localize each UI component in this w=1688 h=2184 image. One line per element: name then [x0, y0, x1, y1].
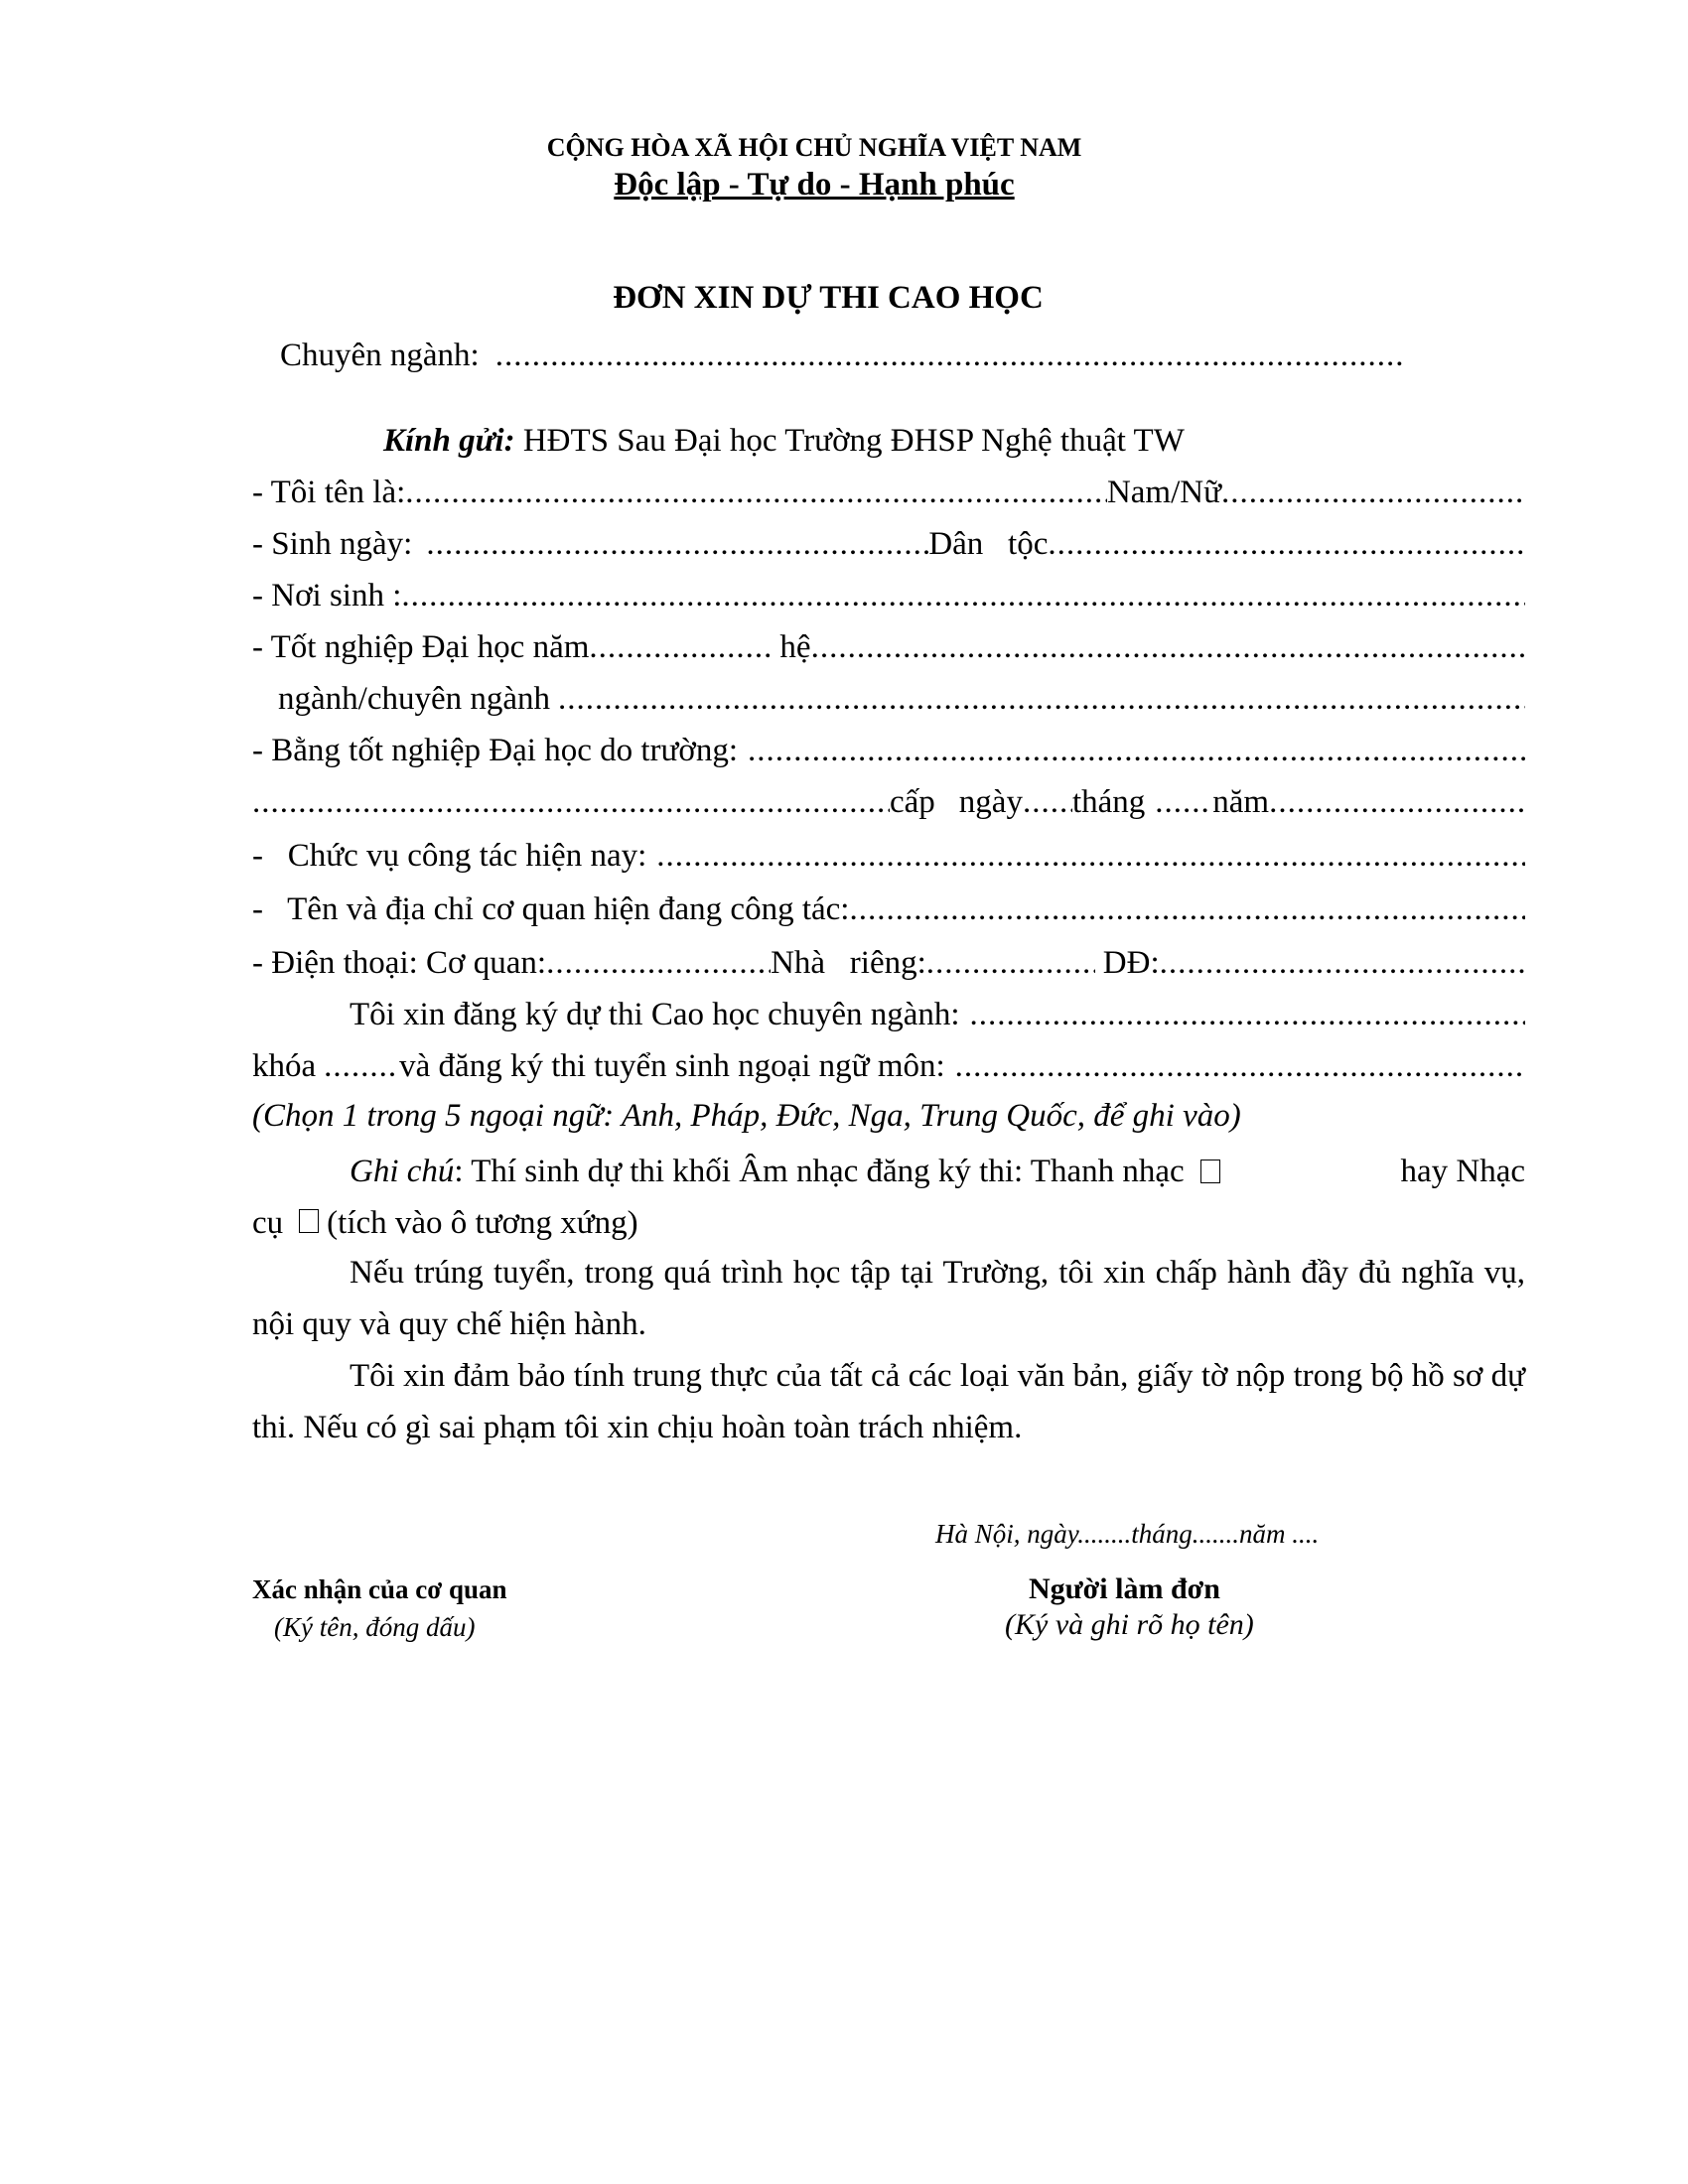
day-input[interactable] — [1023, 784, 1072, 821]
degree-school-line — [252, 733, 1525, 772]
language-label: và đăng ký thi tuyển sinh ngoại ngữ môn: — [399, 1048, 945, 1084]
language-note: (Chọn 1 trong 5 ngoại ngữ: Anh, Pháp, Đức, Nga, Trung Quốc, để ghi vào) — [252, 1098, 1241, 1134]
grad-mode-label: hệ — [779, 629, 811, 665]
form-title: ĐƠN XIN DỰ THI CAO HỌC — [613, 280, 1044, 316]
birthplace-label: - Nơi sinh : — [252, 578, 402, 614]
date-line: Hà Nội, ngày........tháng.......năm .... — [935, 1519, 1320, 1549]
issued-label: cấp — [890, 784, 935, 820]
phone-mobile-label: DĐ: — [1102, 945, 1160, 981]
gender-input[interactable] — [1221, 475, 1525, 511]
addressee-line — [383, 425, 1185, 458]
grad-year-input[interactable] — [589, 629, 770, 666]
ethnicity-input[interactable] — [1048, 526, 1525, 563]
graduation-line — [252, 629, 1525, 669]
note-line-2 — [252, 1205, 1525, 1245]
birthplace-input[interactable] — [401, 578, 1525, 614]
instrument-checkbox[interactable] — [299, 1209, 319, 1233]
month-input[interactable] — [1155, 784, 1212, 821]
vocal-checkbox[interactable] — [1200, 1160, 1220, 1183]
degree-school-cont-input[interactable] — [252, 784, 890, 821]
right-signature-note: (Ký và ghi rõ họ tên) — [1005, 1608, 1254, 1641]
dob-input[interactable] — [426, 526, 928, 563]
name-label: - Tôi tên là: — [252, 475, 406, 510]
commitment-paragraph-1: Nếu trúng tuyển, trong quá trình học tập tại Trường, tôi xin chấp hành đầy đủ nghĩa vụ, nội quy và quy chế hiện hành. — [252, 1255, 1525, 1342]
left-signature-title: Xác nhận của cơ quan — [252, 1574, 507, 1604]
phone-office-label: - Điện thoại: Cơ quan: — [252, 945, 547, 981]
registration-line — [350, 997, 1525, 1036]
month-label: tháng — [1071, 784, 1146, 820]
note-label: Ghi chú — [350, 1154, 455, 1189]
country-name: CỘNG HÒA XÃ HỘI CHỦ NGHĨA VIỆT NAM — [546, 133, 1082, 162]
phone-office-input[interactable] — [546, 945, 771, 982]
note-text-d: (tích vào ô tương xứng) — [327, 1205, 638, 1241]
workplace-line — [252, 891, 1525, 931]
addressee-label: Kính gửi: — [383, 423, 515, 459]
issued-line — [252, 784, 1525, 824]
national-motto: Độc lập - Tự do - Hạnh phúc — [614, 167, 1015, 203]
registration-specialty-input[interactable] — [970, 997, 1525, 1033]
note-text: : Thí sinh dự thi khối Âm nhạc đăng ký thi: Thanh nhạc — [454, 1154, 1185, 1189]
position-label: - Chức vụ công tác hiện nay: — [252, 838, 647, 874]
right-signature-title: Người làm đơn — [1029, 1572, 1220, 1605]
course-label: khóa — [252, 1048, 317, 1084]
phone-mobile-input[interactable] — [1160, 945, 1525, 982]
registration-label: Tôi xin đăng ký dự thi Cao học chuyên ngành: — [350, 997, 960, 1032]
note-text-b: hay Nhạc — [1400, 1154, 1525, 1189]
grad-year-label: - Tốt nghiệp Đại học năm — [252, 629, 590, 665]
year-label: năm — [1212, 784, 1270, 820]
specialty-label: Chuyên ngành: — [280, 338, 480, 373]
course-language-line — [252, 1048, 1525, 1088]
workplace-input[interactable] — [849, 891, 1525, 928]
workplace-label: - Tên và địa chỉ cơ quan hiện đang công tác: — [252, 891, 850, 927]
position-line — [252, 838, 1525, 878]
degree-school-label: - Bằng tốt nghiệp Đại học do trường: — [252, 733, 739, 768]
note-text-c: cụ — [252, 1205, 284, 1241]
birthplace-line — [252, 578, 1525, 617]
name-line — [252, 475, 1525, 514]
ethnicity-label: Dân tộc — [928, 526, 1049, 562]
phone-home-label: Nhà riêng: — [771, 945, 926, 981]
note-line — [350, 1154, 1525, 1193]
year-input[interactable] — [1269, 784, 1525, 821]
grad-mode-input[interactable] — [811, 629, 1525, 666]
specialty-input[interactable] — [495, 338, 1402, 374]
position-input[interactable] — [656, 838, 1525, 875]
day-label: ngày — [958, 784, 1023, 820]
name-input[interactable] — [405, 475, 1107, 511]
addressee-value: HĐTS Sau Đại học Trường ĐHSP Nghệ thuật TW — [522, 423, 1185, 459]
degree-school-input[interactable] — [748, 733, 1525, 769]
language-input[interactable] — [955, 1048, 1525, 1085]
major-input[interactable] — [558, 681, 1525, 718]
left-signature-note: (Ký tên, đóng dấu) — [274, 1612, 476, 1642]
dob-line — [252, 526, 1525, 566]
gender-label: Nam/Nữ — [1106, 475, 1221, 510]
phone-line — [252, 945, 1525, 985]
course-input[interactable] — [324, 1048, 399, 1085]
commitment-paragraph-2: Tôi xin đảm bảo tính trung thực của tất cả các loại văn bản, giấy tờ nộp trong bộ hồ sơ dự thi. Nếu có gì sai phạm tôi xin chịu hoàn toàn trách nhiệm. — [252, 1358, 1525, 1445]
dob-label: - Sinh ngày: — [252, 526, 413, 562]
specialty-line — [280, 338, 1402, 377]
phone-home-input[interactable] — [926, 945, 1095, 982]
major-line — [278, 681, 1525, 721]
major-label: ngành/chuyên ngành — [278, 681, 551, 717]
